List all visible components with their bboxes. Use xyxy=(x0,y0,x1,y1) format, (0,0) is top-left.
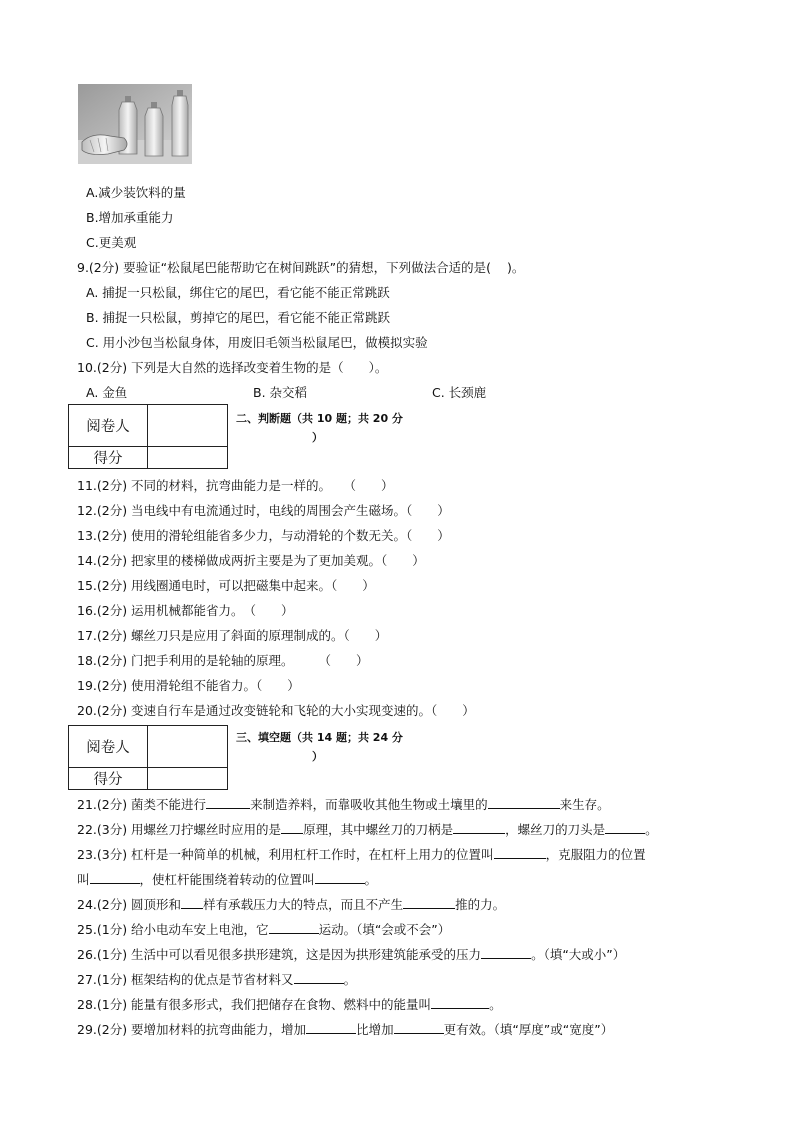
answer-blank[interactable] xyxy=(453,820,505,834)
answer-blank[interactable] xyxy=(403,895,455,909)
q26-text-2: 。（填“大或小”） xyxy=(531,947,626,962)
q9-option-a: A. 捕捉一只松鼠，绑住它的尾巴，看它能不能正常跳跃 xyxy=(86,285,390,300)
reviewer-cell xyxy=(148,405,228,447)
q9-text: 要验证“松鼠尾巴能帮助它在树间跳跃”的猜想，下列做法合适的是( xyxy=(123,260,491,275)
question-13: 13.(2分) 使用的滑轮组能省多少力，与动滑轮的个数无关。（ ） xyxy=(77,528,450,543)
reviewer-cell xyxy=(148,726,228,768)
q9-option-c: C. 用小沙包当松鼠身体，用废旧毛领当松鼠尾巴，做模拟实验 xyxy=(86,335,428,350)
q23-text-5: 。 xyxy=(364,872,378,887)
answer-blank[interactable] xyxy=(281,820,303,834)
q9-text-end: )。 xyxy=(506,260,525,275)
score-label: 得分 xyxy=(69,447,148,469)
q8-option-c: C.更美观 xyxy=(86,235,137,250)
score-cell xyxy=(148,447,228,469)
question-22 xyxy=(77,820,658,839)
q26-text-1: 26.(1分) 生活中可以看见很多拱形建筑，这是因为拱形建筑能承受的压力 xyxy=(77,947,482,962)
q25-text-1: 25.(1分) 给小电动车安上电池，它 xyxy=(77,922,269,937)
q10-option-b: B. 杂交稻 xyxy=(253,385,308,400)
q29-text-1: 29.(2分) 要增加材料的抗弯曲能力，增加 xyxy=(77,1022,307,1037)
q29-text-3: 更有效。（填“厚度”或“宽度”） xyxy=(443,1022,614,1037)
question-25 xyxy=(77,920,450,939)
question-20: 20.(2分) 变速自行车是通过改变链轮和飞轮的大小实现变速的。（ ） xyxy=(77,703,475,718)
q10-option-a: A. 金鱼 xyxy=(86,385,128,400)
q21-text-2: 来制造养料，而靠吸收其他生物或土壤里的 xyxy=(250,797,488,812)
section-3-close: ） xyxy=(312,750,323,763)
answer-blank[interactable] xyxy=(306,1020,356,1034)
q24-text-2: 样有承载压力大的特点，而且不产生 xyxy=(203,897,404,912)
section-2-heading xyxy=(236,409,403,447)
q22-text-4: 。 xyxy=(645,822,658,837)
reviewer-label: 阅卷人 xyxy=(69,405,148,447)
question-11: 11.(2分) 不同的材料，抗弯曲能力是一样的。 （ ） xyxy=(77,478,394,493)
question-14: 14.(2分) 把家里的楼梯做成两折主要是为了更加美观。（ ） xyxy=(77,553,425,568)
q24-text-1: 24.(2分) 圆顶形和 xyxy=(77,897,182,912)
answer-blank[interactable] xyxy=(294,970,344,984)
question-27 xyxy=(77,970,356,989)
q10-option-c: C. 长颈鹿 xyxy=(432,385,487,400)
q24-text-3: 推的力。 xyxy=(455,897,506,912)
score-label: 得分 xyxy=(69,768,148,790)
answer-blank[interactable] xyxy=(315,870,365,884)
q22-text-3: ，螺丝刀的刀头是 xyxy=(505,822,606,837)
q27-text-1: 27.(1分) 框架结构的优点是节省材料又 xyxy=(77,972,294,987)
q22-text-2: 原理，其中螺丝刀的刀柄是 xyxy=(303,822,454,837)
q23-text-2: ，克服阻力的位置 xyxy=(545,847,646,862)
section-2-title: 二、判断题（共 10 题；共 20 分 xyxy=(236,412,403,425)
section-3-heading xyxy=(236,728,403,766)
score-box-section-2 xyxy=(68,404,228,469)
question-16: 16.(2分) 运用机械都能省力。 （ ） xyxy=(77,603,294,618)
answer-blank[interactable] xyxy=(206,795,250,809)
q21-text-1: 21.(2分) 菌类不能进行 xyxy=(77,797,207,812)
score-box-section-3 xyxy=(68,725,228,790)
question-23-cont xyxy=(77,870,377,889)
question-17: 17.(2分) 螺丝刀只是应用了斜面的原理制成的。（ ） xyxy=(77,628,388,643)
q8-option-b: B.增加承重能力 xyxy=(86,210,174,225)
reviewer-label: 阅卷人 xyxy=(69,726,148,768)
q8-option-a: A.减少装饮料的量 xyxy=(86,185,186,200)
q21-text-3: 来生存。 xyxy=(559,797,610,812)
q28-text-1: 28.(1分) 能量有很多形式，我们把储存在食物、燃料中的能量叫 xyxy=(77,997,432,1012)
question-19: 19.(2分) 使用滑轮组不能省力。（ ） xyxy=(77,678,300,693)
answer-blank[interactable] xyxy=(90,870,140,884)
q9-option-b: B. 捕捉一只松鼠，剪掉它的尾巴，看它能不能正常跳跃 xyxy=(86,310,391,325)
score-cell xyxy=(148,768,228,790)
q23-text-4: ，使杠杆能围绕着转动的位置叫 xyxy=(139,872,315,887)
question-24 xyxy=(77,895,505,914)
question-23 xyxy=(77,845,646,864)
section-3-title: 三、填空题（共 14 题；共 24 分 xyxy=(236,731,403,744)
question-29 xyxy=(77,1020,613,1039)
bottles-photo xyxy=(78,84,192,164)
q23-text-1: 23.(3分) 杠杆是一种简单的机械，利用杠杆工作时，在杠杆上用力的位置叫 xyxy=(77,847,494,862)
question-26 xyxy=(77,945,625,964)
q10-text: 下列是大自然的选择改变着生物的是（ ）。 xyxy=(131,360,388,375)
q29-text-2: 比增加 xyxy=(356,1022,394,1037)
answer-blank[interactable] xyxy=(605,820,645,834)
answer-blank[interactable] xyxy=(488,795,560,809)
section-2-close: ） xyxy=(312,431,323,444)
answer-blank[interactable] xyxy=(269,920,319,934)
answer-blank[interactable] xyxy=(431,995,489,1009)
answer-blank[interactable] xyxy=(181,895,203,909)
q22-text-1: 22.(3分) 用螺丝刀拧螺丝时应用的是 xyxy=(77,822,282,837)
question-10 xyxy=(77,359,387,377)
answer-blank[interactable] xyxy=(394,1020,444,1034)
q9-number: 9.(2分) xyxy=(77,260,120,275)
answer-blank[interactable] xyxy=(481,945,531,959)
question-15: 15.(2分) 用线圈通电时，可以把磁集中起来。（ ） xyxy=(77,578,375,593)
question-18: 18.(2分) 门把手利用的是轮轴的原理。 （ ） xyxy=(77,653,369,668)
answer-blank[interactable] xyxy=(494,845,546,859)
question-9 xyxy=(77,259,524,277)
q10-number: 10.(2分) xyxy=(77,360,128,375)
question-12: 12.(2分) 当电线中有电流通过时，电线的周围会产生磁场。（ ） xyxy=(77,503,450,518)
q28-text-2: 。 xyxy=(489,997,502,1012)
q25-text-2: 运动。（填“会或不会”） xyxy=(318,922,451,937)
question-21 xyxy=(77,795,610,814)
question-28 xyxy=(77,995,502,1014)
q27-text-2: 。 xyxy=(343,972,357,987)
q23-text-3: 叫 xyxy=(77,872,90,887)
